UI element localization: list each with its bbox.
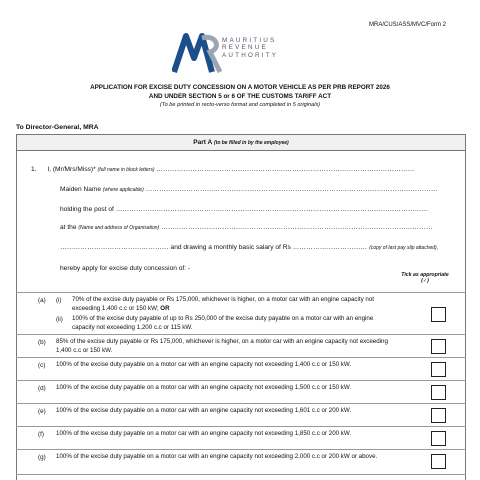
part-a-header — [17, 135, 465, 151]
option-letter: (b) — [38, 339, 46, 346]
option-b-checkbox[interactable] — [431, 339, 446, 354]
sub-option-text-body: 70% of the excise duty payable or Rs 175,000, whichever is higher, on a motor car with an engine capacity not exceeding 1,400 c.c or 150 kW; — [72, 296, 374, 312]
option-c-checkbox[interactable] — [431, 362, 446, 377]
logo-wordmark — [222, 37, 278, 59]
option-letter: (e) — [38, 408, 46, 415]
tick-column-header: Tick as appropriate (✓) — [401, 272, 449, 285]
option-text: 100% of the excise duty payable on a motor car with an engine capacity not exceeding 1,601 c.c or 200 kW. — [56, 407, 352, 414]
form-title-line-1: APPLICATION FOR EXCISE DUTY CONCESSION ON A MOTOR VEHICLE AS PER PRB REPORT 2026 — [90, 84, 390, 91]
option-c-row — [16, 357, 466, 380]
option-letter: (c) — [38, 362, 46, 369]
option-f-row — [16, 426, 466, 449]
option-d-row — [16, 380, 466, 403]
organisation-line — [60, 224, 433, 231]
sub-option-roman: (i) — [56, 297, 62, 304]
option-a-row — [16, 292, 466, 334]
maiden-note: (where applicable) — [102, 187, 144, 193]
option-g-row — [16, 449, 466, 474]
full-name-line — [31, 166, 415, 173]
mra-logo — [172, 30, 322, 74]
option-text: 100% of the excise duty payable on a motor car with an engine capacity not exceeding 1,850 c.c or 200 kW. — [56, 430, 352, 437]
option-text: 100% of the excise duty payable on a motor car with an engine capacity not exceeding 2,000 c.c or 200 kW or above. — [56, 453, 378, 460]
logo-line-3: AUTHORITY — [222, 51, 279, 59]
option-letter: (a) — [38, 297, 46, 304]
maiden-name-line — [60, 186, 438, 193]
option-g-checkbox[interactable] — [431, 454, 446, 469]
apply-line: hereby apply for excise duty concession of: - — [60, 265, 191, 272]
option-e-row — [16, 403, 466, 426]
form-subtitle: (To be printed in recto-verso format and completed in 5 originals) — [159, 102, 321, 108]
name-note: (full name in block letters) — [97, 167, 155, 173]
sub-option-text: 100% of the excise duty payable of up to Rs 250,000 of the excise duty payable on a motor car with an engine capacity not exceeding 1,200 c.c or 115 kW. — [72, 315, 374, 331]
at-label: at the — [60, 224, 77, 231]
option-text: 85% of the excise duty payable or Rs 175,000, whichever is higher, on a motor car with an engine capacity not exceeding 1,400 c.c or 150 kW. — [56, 338, 388, 354]
option-e-checkbox[interactable] — [431, 408, 446, 423]
maiden-label: Maiden Name — [60, 186, 102, 193]
post-line — [60, 206, 428, 213]
part-a-note: (to be filled in by the employee) — [213, 140, 289, 146]
option-letter: (f) — [38, 431, 44, 438]
at-note: (Name and address of Organisation) — [78, 225, 160, 231]
form-reference: MRA/CUS/ASS/MVC/Form 2 — [368, 22, 446, 28]
maiden-field[interactable]: ………………………………………………………………………………………………………………… — [145, 186, 438, 193]
option-b-row — [16, 334, 466, 357]
part-a-label: Part A — [193, 139, 213, 146]
sub-option-or: OR — [160, 305, 170, 312]
mra-emblem-icon — [172, 30, 222, 74]
logo-line-1: MAURITIUS — [222, 37, 277, 44]
option-letter: (g) — [38, 454, 46, 461]
salary-text: and drawing a monthly basic salary of Rs — [170, 244, 291, 251]
addressee: To Director-General, MRA — [16, 124, 99, 131]
sub-option-text — [72, 295, 394, 313]
name-label: I, (Mr/Mrs/Miss)* — [47, 166, 96, 173]
post-label: holding the post of — [60, 206, 114, 213]
salary-prefix-field[interactable]: ………………………………………… — [60, 244, 169, 251]
salary-line — [60, 244, 438, 251]
post-field[interactable]: ………………………………………………………………………………………………………………………… — [115, 206, 429, 213]
option-text: 100% of the excise duty payable on a motor car with an engine capacity not exceeding 1,500 c.c or 150 kW. — [56, 384, 352, 391]
salary-note: (copy of last pay slip attached), — [369, 245, 439, 251]
salary-field[interactable]: …………………………… — [292, 244, 368, 251]
option-f-checkbox[interactable] — [431, 431, 446, 446]
option-d-checkbox[interactable] — [431, 385, 446, 400]
option-a-checkbox[interactable] — [431, 307, 446, 322]
organisation-field[interactable]: ………………………………………………………………………………………………………… — [161, 224, 433, 231]
name-field[interactable]: …………………………………………………………………………………………………… — [156, 166, 415, 173]
logo-line-2: REVENUE — [222, 44, 268, 52]
sub-option-roman: (ii) — [56, 316, 63, 323]
option-h-row — [16, 474, 466, 480]
option-text: 100% of the excise duty payable on a motor car with an engine capacity not exceeding 1,400 c.c or 150 kW. — [56, 361, 352, 368]
option-letter: (d) — [38, 385, 46, 392]
item-number: 1. — [31, 166, 37, 173]
form-title-line-2: AND UNDER SECTION 5 or 6 OF THE CUSTOMS TARIFF ACT — [148, 93, 332, 100]
